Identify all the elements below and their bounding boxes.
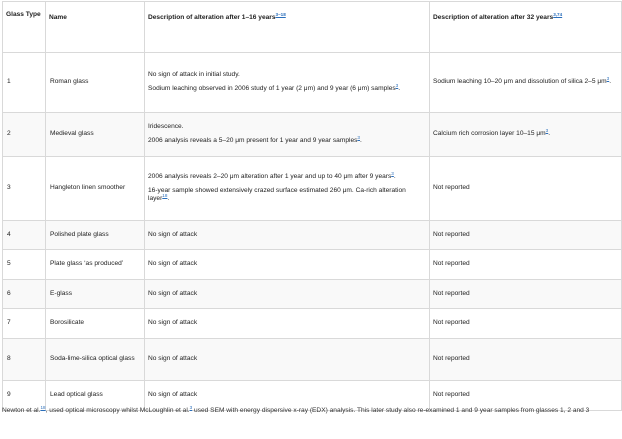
glass-type-cell: 2 <box>3 113 46 157</box>
cell-text-part: Sodium leaching 10–20 μm and dissolution of silica 2–5 μm <box>433 78 607 86</box>
ref-link[interactable]: 18 <box>162 193 168 199</box>
early-alteration-cell <box>145 53 430 113</box>
cell-text: Iridescence. <box>148 123 184 131</box>
late-alteration-cell: Not reported <box>430 250 622 280</box>
header-early-alteration <box>145 2 430 53</box>
glass-type-cell: 5 <box>3 250 46 280</box>
early-alteration-cell: No sign of attack <box>145 221 430 250</box>
ref-link[interactable]: 3 <box>357 135 360 140</box>
early-alteration-cell: No sign of attack <box>145 309 430 339</box>
glass-type-cell: 6 <box>3 280 46 309</box>
cell-text-part: 2006 analysis reveals a 5–20 μm present for 1 year and 9 year samples <box>148 137 358 144</box>
table-row <box>3 157 622 221</box>
ref-link[interactable]: 3 <box>391 171 394 177</box>
cell-text-end: . <box>167 195 170 203</box>
footnote-text: used SEM with energy dispersive x-ray (EDX) analysis. This later study also re-examined 1 and 9 year samples from glasses 1, 2 and 3 <box>192 407 590 414</box>
glass-type-cell: 3 <box>3 157 46 221</box>
early-alteration-cell: No sign of attack <box>145 381 430 411</box>
glass-type-cell: 1 <box>3 53 46 113</box>
cell-text-end: . <box>398 85 401 92</box>
table-row <box>3 280 622 309</box>
cell-text <box>148 187 426 204</box>
early-alteration-cell: No sign of attack <box>145 280 430 309</box>
footnote-text: , used optical microscopy whilst McLoughlin et al. <box>45 407 190 414</box>
early-alteration-cell <box>145 157 430 221</box>
name-cell: Hangleton linen smoother <box>46 157 145 221</box>
name-cell: Soda-lime-silica optical glass <box>46 339 145 381</box>
name-cell: E-glass <box>46 280 145 309</box>
table-row <box>3 339 622 381</box>
early-alteration-cell: No sign of attack <box>145 250 430 280</box>
cell-text-end: . <box>359 137 362 144</box>
header-row <box>3 2 622 53</box>
late-alteration-cell: Not reported <box>430 309 622 339</box>
late-alteration-cell <box>430 53 622 113</box>
name-cell: Roman glass <box>46 53 145 113</box>
cell-text <box>148 173 426 182</box>
glass-type-cell: 4 <box>3 221 46 250</box>
cell-text-end: . <box>548 130 551 138</box>
name-cell: Lead optical glass <box>46 381 145 411</box>
glass-alteration-table <box>2 1 622 411</box>
late-alteration-cell: Not reported <box>430 339 622 381</box>
header-late-alteration <box>430 2 622 53</box>
late-alteration-cell <box>430 113 622 157</box>
name-cell: Polished plate glass <box>46 221 145 250</box>
cell-text-part: Calcium rich corrosion layer 10–15 μm <box>433 130 546 138</box>
ref-link[interactable]: 3 <box>606 76 610 82</box>
ref-link[interactable]: 3 <box>395 83 399 88</box>
ref-link[interactable]: 3 <box>545 128 549 134</box>
footnote-text: Newton et al. <box>2 407 41 414</box>
header-early-label: Description of alteration after 1–16 years <box>148 14 276 21</box>
glass-type-cell: 8 <box>3 339 46 381</box>
late-alteration-cell: Not reported <box>430 157 622 221</box>
table-row <box>3 113 622 157</box>
name-cell: Borosilicate <box>46 309 145 339</box>
early-alteration-cell <box>145 113 430 157</box>
cell-text-end: . <box>609 78 612 86</box>
table-row <box>3 309 622 339</box>
glass-type-cell: 9 <box>3 381 46 411</box>
table-row <box>3 250 622 280</box>
table-footnote <box>2 404 598 417</box>
ref-link[interactable]: 18 <box>40 405 46 410</box>
cell-text-part: 2006 analysis reveals 2–20 μm alteration after 1 year and up to 40 μm after 9 years <box>148 173 392 181</box>
cell-text-end: . <box>393 173 396 181</box>
early-alteration-cell: No sign of attack <box>145 339 430 381</box>
cell-text: No sign of attack in initial study. <box>148 71 240 79</box>
glass-type-cell: 7 <box>3 309 46 339</box>
ref-link[interactable]: 3–18 <box>275 12 286 17</box>
ref-link[interactable]: 3 <box>189 405 193 410</box>
late-alteration-cell: Not reported <box>430 381 622 411</box>
late-alteration-cell: Not reported <box>430 280 622 309</box>
table-row <box>3 221 622 250</box>
cell-text-part: Sodium leaching observed in 2006 study of 1 year (2 μm) and 9 year (6 μm) samples <box>148 85 396 92</box>
header-late-label: Description of alteration after 32 years <box>433 14 554 21</box>
ref-link[interactable]: 3,74 <box>553 12 563 17</box>
cell-text-part: 16-year sample showed extensively crazed surface estimated 260 μm. Ca-rich alteration layer <box>148 186 406 203</box>
header-name: Name <box>46 2 145 53</box>
late-alteration-cell: Not reported <box>430 221 622 250</box>
name-cell: Medieval glass <box>46 113 145 157</box>
name-cell: Plate glass ‘as produced’ <box>46 250 145 280</box>
cell-text <box>148 137 426 146</box>
table-row <box>3 53 622 113</box>
cell-text <box>148 85 426 94</box>
header-glass-type: Glass Type <box>3 2 46 53</box>
